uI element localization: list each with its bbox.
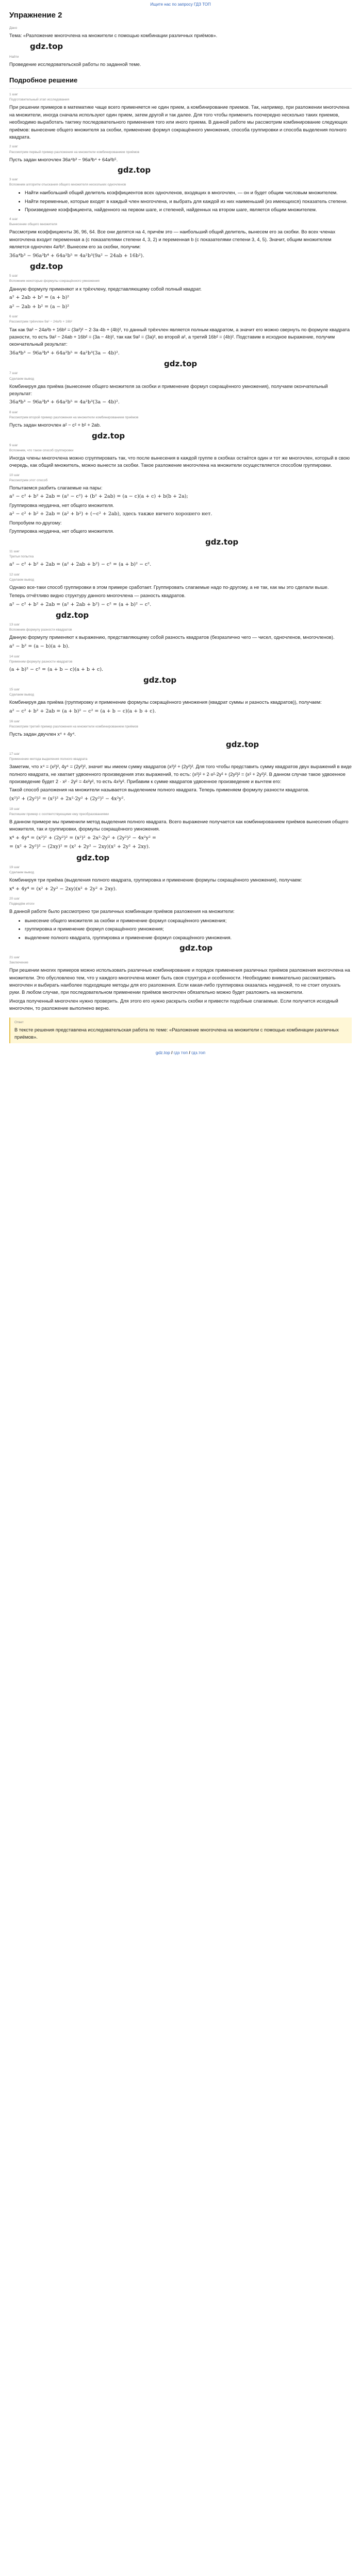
step-subtitle: Рассмотрим третий пример разложения на множители комбинированием приёмов: [9, 724, 138, 728]
given-text: Тема: «Разложение многочлена на множители с помощью комбинации различных приёмов».: [9, 33, 218, 39]
exercise-title: Упражнение 2: [9, 11, 62, 20]
step-paragraph: Заметим, что x⁴ = (x²)², 4y⁴ = (2y²)², значит мы имеем сумму квадратов (x²)² + (2y²)². Для того чтобы представить сумму квадратов двух выражений в виде полного квадрата, не хватает удвоенного произведения этих выражений, то есть: (x²)² + 2·x²·2y² + (2y²)² = (x² + 2y²)². В данном случае такое удвоенное произведение будет 2 · x² · 2y² = 4x²y², то есть 4x²y². Прибавим к сумме квадратов удвоенное произведение и вычтем его:: [9, 764, 352, 785]
step-formula: 36a⁴b³ − 96a³b⁴ + 64a²b⁵ = 4a²b³(3a − 4b)².: [9, 399, 120, 405]
step-paragraph: Иногда члены многочлена можно сгруппировать так, что после вынесения в каждой группе в скобках остаётся один и тот же многочлен, который в свою очередь, как общий множитель, можно вынести за скобки. Такое разложение многочлена на множители осуществляется способом группировки.: [9, 455, 350, 468]
watermark: gdz.top: [76, 853, 110, 862]
step-label: 20 шаг: [9, 897, 20, 901]
step-formula: a² − b² = (a − b)(a + b).: [9, 643, 70, 649]
step-list: [25, 917, 352, 941]
step-label: 21 шаг: [9, 955, 20, 959]
step-block: [9, 217, 352, 270]
step-paragraph: В данной работе было рассмотрено три различных комбинации приёмов разложения на множители:: [9, 909, 235, 914]
step-formula: (x²)² + (2y²)² = (x²)² + 2x²·2y² + (2y²)² − 4x²y².: [9, 795, 125, 802]
step-subtitle: Рассмотрим этот способ: [9, 478, 48, 482]
steps-container: [9, 92, 352, 1012]
step-paragraph: Данную формулу применяют к выражению, представляющему собой разность квадратов (безразлично чего — чисел, одночленов, многочленов).: [9, 635, 335, 640]
step-formula: a² − c² + b² + 2ab = (a² + 2ab + b²) − c² = (a + b)² − c².: [9, 601, 152, 607]
solution-title: Подробное решение: [9, 76, 78, 84]
step-subtitle: Вспомним алгоритм отыскания общего множителя нескольких одночленов: [9, 183, 126, 187]
step-label: 13 шаг: [9, 623, 20, 627]
step-list-item: • Найти наибольший общий делитель коэффициентов всех одночленов, входящих в многочлен, — он и будет общим числовым множителем.: [25, 189, 352, 196]
step-block: [9, 549, 352, 569]
step-block: [9, 92, 352, 141]
step-paragraph: Пусть задан многочлен a² − c² + b² + 2ab.: [9, 422, 101, 428]
step-block: [9, 473, 352, 546]
watermark: gdz.top: [118, 165, 151, 175]
step-list-item: • группировка и применение формул сокращённого умножения;: [25, 925, 352, 933]
step-subtitle: Рассмотрим первый пример разложения на множители комбинированием приёмов: [9, 150, 140, 154]
step-formula: a² − c² + b² + 2ab = (a² + b²) + (−c² + 2ab), здесь также ничего хорошего нет.: [9, 511, 212, 517]
watermark-row: [9, 430, 352, 439]
step-label: 16 шаг: [9, 719, 20, 723]
step-block: [9, 144, 352, 174]
watermark: gdz.top: [56, 611, 89, 620]
result-label: Ответ: [14, 1020, 24, 1024]
footer-sep-1: /: [171, 1050, 173, 1056]
given-label: Дано: [9, 26, 18, 30]
step-block: [9, 955, 352, 1012]
watermark: gdz.top: [30, 41, 63, 51]
step-paragraph: Комбинируя два приёма (группировку и применение формулы сокращённого умножения (квадрат суммы и разность квадратов)), получаем:: [9, 700, 322, 705]
step-formula: 36a⁴b³ − 96a³b⁴ + 64a²b⁵ = 4a²b³(9a² − 24ab + 16b²).: [9, 252, 144, 259]
task-text: Проведение исследовательской работы по заданной теме.: [9, 61, 141, 67]
step-list-item: • Найти переменные, которые входят в каждый член многочлена, и выбрать для каждой из них наименьший (из имеющихся) показатель степени.: [25, 198, 352, 205]
step-block: [9, 314, 352, 367]
watermark-row: [9, 261, 352, 270]
watermark: gdz.top: [226, 740, 259, 750]
step-block: [9, 865, 352, 893]
footer-sep-2: /: [189, 1050, 190, 1056]
step-paragraph: Группировка неудачна, нет общего множителя.: [9, 529, 114, 534]
step-block: [9, 572, 352, 619]
step-label: 3 шаг: [9, 178, 18, 182]
step-subtitle: Вспомним формулу разности квадратов: [9, 628, 72, 632]
step-formula: a² − c² + b² + 2ab = (a² + 2ab + b²) − c² = (a + b)² − c².: [9, 561, 152, 567]
step-block: [9, 177, 352, 213]
footer-link-right[interactable]: гдз.топ: [191, 1050, 206, 1056]
watermark-row: [9, 536, 352, 546]
step-subtitle: Рассмотрим трёхчлен 9a² − 24a²b + 16b²: [9, 320, 73, 324]
step-formula: 36a⁴b³ − 96a³b⁴ + 64a²b⁵ = 4a²b³(3a − 4b)².: [9, 350, 120, 356]
footer-link-middle[interactable]: гдз топ: [173, 1050, 188, 1056]
step-paragraph: Иногда полученный многочлен нужно проверить. Для этого его нужно раскрыть скобки и привести подобные слагаемые. Если получится исходный многочлен, то разложение выполнено верно.: [9, 998, 338, 1011]
step-formula: x⁴ + 4y⁴ = (x² + 2y² − 2xy)(x² + 2y² + 2xy).: [9, 886, 117, 892]
step-label: 2 шаг: [9, 145, 18, 149]
step-subtitle: Применим формулу разности квадратов: [9, 659, 73, 664]
watermark-row: [9, 739, 352, 748]
step-label: 12 шаг: [9, 572, 20, 577]
step-label: 7 шаг: [9, 371, 18, 376]
step-label: 1 шаг: [9, 93, 18, 97]
step-list-item: • Произведение коэффициента, найденного на первом шаге, и степеней, найденных на втором шаге, является общим множителем.: [25, 206, 352, 213]
step-formula: = (x² + 2y²)² − (2xy)² = (x² + 2y² − 2xy)(x² + 2y² + 2xy).: [9, 844, 150, 850]
step-subtitle: Применение метода выделения полного квадрата: [9, 757, 88, 761]
result-box: [9, 1018, 352, 1044]
step-paragraph: В данном примере мы применили метод выделения полного квадрата. Всего выражение получается как комбинированием приёмов вынесения общего множителя, так и группировки, формулы сокращённого умножения.: [9, 819, 349, 832]
step-paragraph: При решении многих примеров можно использовать различные комбинирование и порядок применения различных приёмов разложения многочлена на множители. Это обусловлено тем, что у каждого многочлена может быть своя структура и особенности. Необходимо внимательно рассматривать многочлен и выбирать наиболее подходящие методы для его разложения. Если какая-либо группировка оказалась неудачной, то не стоит опускать руки. В любом случае, при последовательном применении приёмов многочлен обязательно можно будет разложить на множители.: [9, 968, 350, 995]
watermark-row: [9, 41, 352, 50]
divider: [9, 88, 352, 89]
step-label: 4 шаг: [9, 217, 18, 222]
step-paragraph: Пусть задан двучлен x⁴ + 4y⁴.: [9, 731, 76, 737]
step-paragraph: Пусть задан многочлен 36a⁴b³ − 96a³b⁴ + 64a²b⁵.: [9, 157, 118, 162]
step-block: [9, 719, 352, 749]
watermark: gdz.top: [143, 675, 177, 685]
step-subtitle: Вспомним некоторые формулы сокращённого умножения: [9, 279, 100, 283]
step-block: [9, 274, 352, 311]
page: [0, 0, 361, 1061]
step-formula: x⁴ + 4y⁴ = (x²)² + (2y²)² = (x²)² + 2x²·2y² + (2y²)² − 4x²y² =: [9, 835, 156, 841]
top-banner[interactable]: Ищите нас по запросу ГДЗ ТОП: [150, 2, 211, 7]
step-subtitle: Распишем пример с соответствующими ему преобразованиями: [9, 812, 109, 816]
step-subtitle: Рассмотрим второй пример разложения на множители комбинированием приёмов: [9, 416, 139, 420]
watermark-row: [9, 942, 352, 952]
watermark-row: [9, 609, 352, 619]
step-subtitle: Заключение: [9, 961, 28, 965]
watermark: gdz.top: [205, 537, 239, 547]
step-paragraph: Попытаемся разбить слагаемые на пары:: [9, 485, 103, 490]
watermark-row: [9, 164, 352, 174]
step-block: [9, 807, 352, 861]
step-list-item: • выделение полного квадрата, группировка и применение формул сокращённого умножения.: [25, 934, 352, 941]
step-paragraph: Теперь отчётливо видно структуру данного многочлена — разность квадратов.: [9, 593, 186, 599]
step-paragraph: Комбинируя два приёма (вынесение общего множителя за скобки и применение формул сокращённого умножения), получаем окончательный результат:: [9, 383, 328, 396]
step-subtitle: Сделаем вывод: [9, 693, 34, 697]
result-text: В тексте решения представлена исследовательская работа по теме: «Разложение многочлена на множители с помощью комбинации различных приёмов».: [14, 1027, 339, 1040]
step-formula: a² − c² + b² + 2ab = (a² − c²) + (b² + 2ab) = (a − c)(a + c) + b(b + 2a);: [9, 494, 188, 500]
watermark-row: [9, 358, 352, 367]
step-block: [9, 371, 352, 406]
step-block: [9, 443, 352, 469]
step-label: 8 шаг: [9, 411, 18, 415]
step-label: 11 шаг: [9, 549, 20, 553]
step-formula: (a + b)² − c² = (a + b − c)(a + b + c).: [9, 666, 104, 672]
step-formula: a² − 2ab + b² = (a − b)²: [9, 303, 70, 310]
step-block: [9, 896, 352, 952]
step-subtitle: Третья попытка: [9, 554, 34, 558]
step-subtitle: Вспомним, что такое способ группировки: [9, 448, 74, 452]
watermark-row: [9, 674, 352, 684]
step-paragraph: Данную формулу применяют и к трёхчлену, представляющему собой полный квадрат.: [9, 286, 202, 292]
step-paragraph: Так как 9a² − 24a²b + 16b² = (3a²)² − 2·3a·4b + (4b)², то данный трёхчлен является полным квадратом, а значит его можно свернуть по формуле квадрата разности, то есть 9a² − 24ab + 16b² = (3a − 4b)², так как 9a² = (3a)², во второй a², а третий 16b² = (4b)². Подставим в исходное выражение, получим окончательный результат:: [9, 327, 350, 347]
watermark-row: [9, 852, 352, 861]
step-paragraph: Попробуем по-другому:: [9, 520, 62, 526]
watermark: gdz.top: [164, 359, 198, 369]
step-subtitle: Подготовительный этап исследования: [9, 98, 69, 102]
step-paragraph: Группировка неудачна, нет общего множителя.: [9, 502, 114, 508]
step-paragraph: Однако все-таки способ группировки в этом примере сработает. Группировать слагаемые надо по-другому, а не так, как мы это сделали выше.: [9, 584, 329, 590]
step-label: 19 шаг: [9, 865, 20, 869]
watermark: gdz.top: [179, 943, 213, 953]
watermark: gdz.top: [30, 262, 63, 272]
step-label: 5 шаг: [9, 274, 18, 278]
step-block: [9, 410, 352, 439]
step-list-item: • вынесение общего множителя за скобки и применение формул сокращённого умножения;: [25, 917, 352, 924]
watermark: gdz.top: [92, 431, 125, 440]
step-label: 9 шаг: [9, 443, 18, 447]
step-subtitle: Сделаем вывод: [9, 871, 34, 875]
step-paragraph: Рассмотрим коэффициенты 36, 96, 64. Все они делятся на 4, причём это — наибольший общий делитель, вынесем его за скобки. Во всех членах многочлена входит переменная a (с показателями степени 4, 3, 2) и переменная b (с показателями степени 3, 4, 5). Значит, общим множителем является одночлен 4a²b³. Вынесем его за скобки, получим:: [9, 229, 336, 250]
footer: [9, 1043, 352, 1060]
step-subtitle: Подведём итоги: [9, 902, 35, 906]
step-label: 15 шаг: [9, 688, 20, 692]
step-block: [9, 752, 352, 803]
step-formula: a² − c² + b² + 2ab = (a + b)² − c² = (a + b − c)(a + b + c).: [9, 708, 156, 714]
step-label: 18 шаг: [9, 807, 20, 811]
step-label: 14 шаг: [9, 654, 20, 658]
step-label: 17 шаг: [9, 752, 20, 756]
step-subtitle: Сделаем вывод: [9, 578, 34, 582]
step-block: [9, 687, 352, 715]
step-list: [25, 189, 352, 213]
step-paragraph: Такой способ разложения на множители называется выделением полного квадрата. Теперь применяем формулу разности квадратов.: [9, 787, 309, 793]
step-subtitle: Вынесение общего множителя: [9, 223, 57, 227]
step-subtitle: Сделаем вывод: [9, 377, 34, 381]
step-block: [9, 622, 352, 650]
step-paragraph: Комбинируя три приёма (выделения полного квадрата, группировка и применение формулы сокращённого умножения), получаем:: [9, 877, 302, 883]
task-label: Найти: [9, 55, 19, 59]
step-paragraph: При решении примеров в математике чаще всего применяется не один прием, а комбинирование приемов. Так, например, при разложении многочлена на множители, иногда сначала используют один прием, затем другой и так далее. Для того чтобы применить поочередно несколько таких приемов, необходимо выработать тактику последовательного применения того или иного приема. В данной работе мы рассмотрим комбинирование следующих приёмов: вынесение общего множителя за скобки, применение формул сокращённого умножения, способа группировки и способа выделения полного квадрата.: [9, 105, 350, 140]
step-block: [9, 654, 352, 684]
step-label: 6 шаг: [9, 315, 18, 319]
step-label: 10 шаг: [9, 473, 20, 477]
footer-link-left[interactable]: gdz.top: [155, 1050, 170, 1056]
step-formula: a² + 2ab + b² = (a + b)²: [9, 294, 70, 300]
